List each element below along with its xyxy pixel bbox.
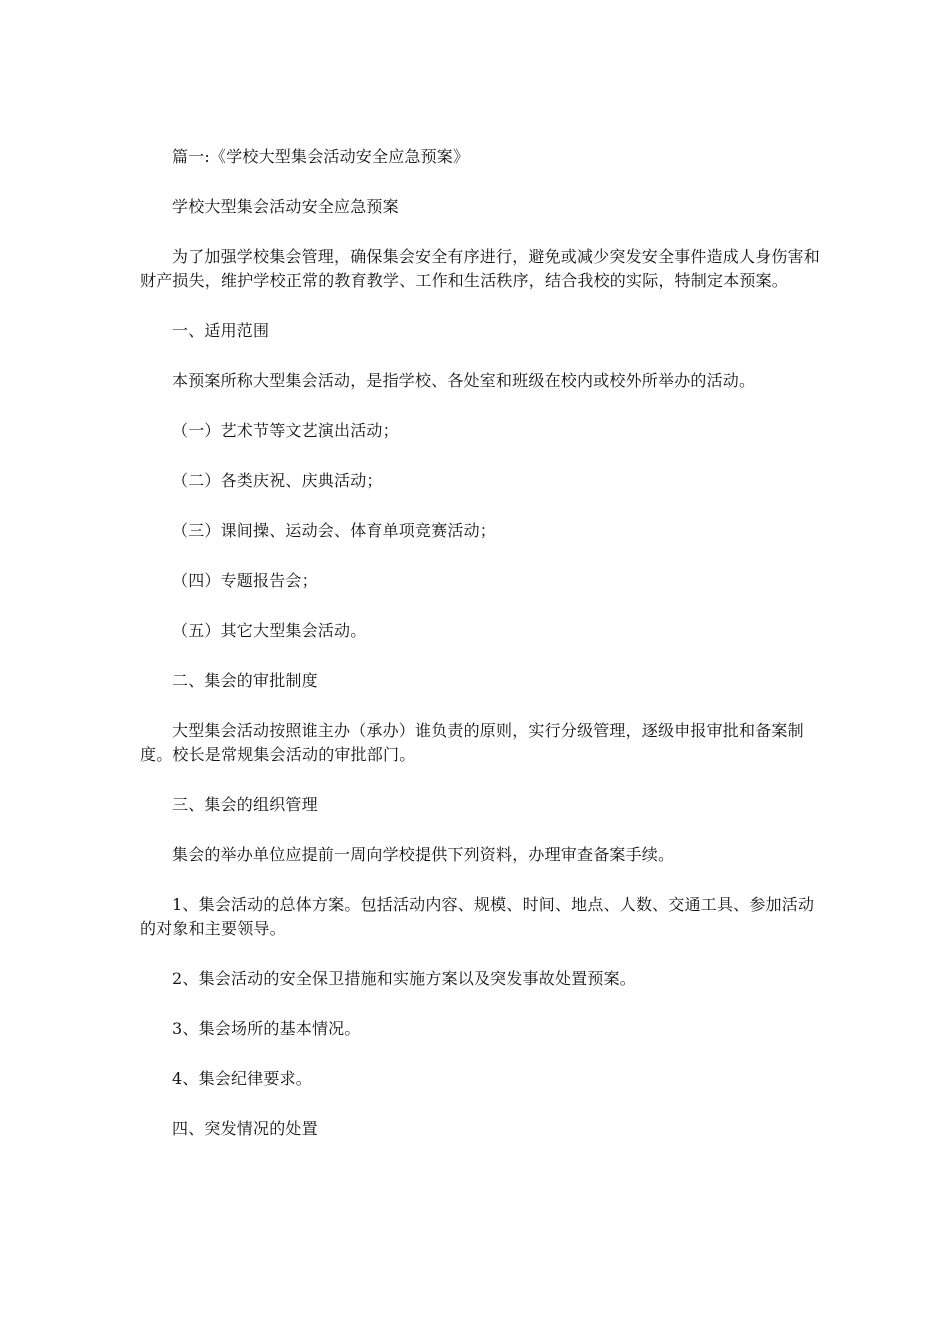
- list-item: （四）专题报告会；: [172, 571, 318, 590]
- section-heading-organization: 三、集会的组织管理: [172, 795, 318, 814]
- list-item: 4、集会纪律要求。: [172, 1069, 312, 1088]
- list-item: 2、集会活动的安全保卫措施和实施方案以及突发事故处置预案。: [172, 969, 636, 988]
- list-item: （二）各类庆祝、庆典活动；: [172, 471, 383, 490]
- list-item: （三）课间操、运动会、体育单项竞赛活动；: [172, 521, 497, 540]
- document-body: [140, 145, 825, 1167]
- section-heading-scope: 一、适用范围: [172, 321, 270, 340]
- list-item: （一）艺术节等文艺演出活动；: [172, 421, 399, 440]
- document-title: 学校大型集会活动安全应急预案: [172, 197, 399, 216]
- section-heading-emergency: 四、突发情况的处置: [172, 1119, 318, 1138]
- scope-paragraph: 本预案所称大型集会活动，是指学校、各处室和班级在校内或校外所举办的活动。: [172, 371, 756, 390]
- section-heading-approval: 二、集会的审批制度: [172, 671, 318, 690]
- list-item: 3、集会场所的基本情况。: [172, 1019, 361, 1038]
- list-item: （五）其它大型集会活动。: [172, 621, 367, 640]
- organization-paragraph: 集会的举办单位应提前一周向学校提供下列资料，办理审查备案手续。: [172, 845, 675, 864]
- list-item: 1、集会活动的总体方案。包括活动内容、规模、时间、地点、人数、交通工具、参加活动的对象和主要领导。: [140, 895, 815, 938]
- approval-paragraph: 大型集会活动按照谁主办（承办）谁负责的原则，实行分级管理，逐级申报审批和备案制度。校长是常规集会活动的审批部门。: [140, 721, 804, 764]
- intro-paragraph: 为了加强学校集会管理，确保集会安全有序进行，避免或减少突发安全事件造成人身伤害和财产损失，维护学校正常的教育教学、工作和生活秩序，结合我校的实际，特制定本预案。: [140, 247, 821, 290]
- document-heading: 篇一:《学校大型集会活动安全应急预案》: [172, 147, 470, 166]
